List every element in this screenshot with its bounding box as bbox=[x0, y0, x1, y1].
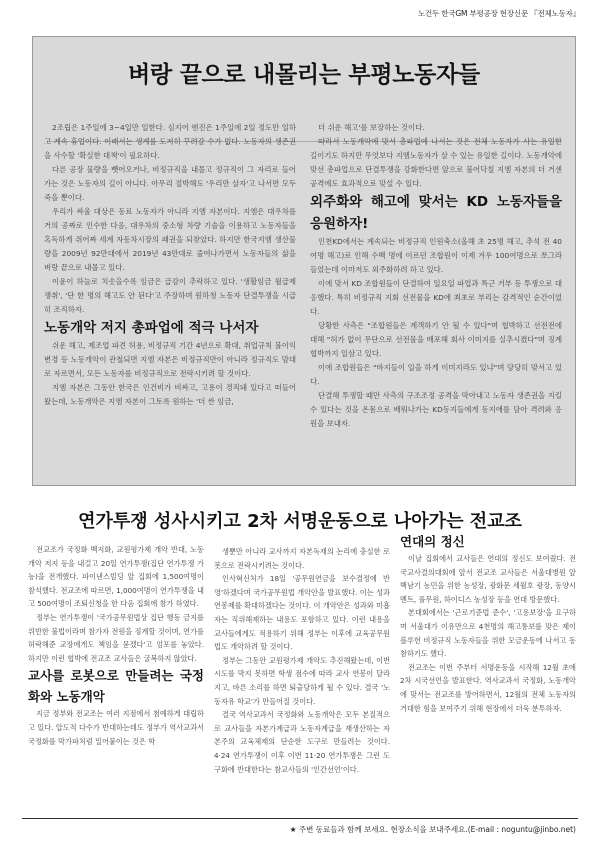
bottom-article-column-2 bbox=[214, 545, 390, 815]
masthead: 노건두 한국GM 부평공장 현장신문 『전체노동자』 bbox=[417, 9, 580, 18]
paragraph: 이에 맞서 KD 조합원들이 단결하여 일요일 파업과 특근 거부 등 투쟁으로 대응했다. 특히 비정규직 지회 선전물을 KD에 최초로 부리는 감격적인 순간이었다. bbox=[310, 279, 562, 316]
paragraph: 단결해 투쟁할 때만 사측의 구조조정 공격을 막아내고 노동자 생존권을 지킬 수 있다는 것을 온몸으로 배워나가는 KD동지들에게 동지애를 담아 격려와 응원을 보내자. bbox=[310, 391, 562, 428]
paragraph: 생뿐만 아니라 교사까지 자본독재의 논리에 충실한 로봇으로 전락시키려는 것이다. bbox=[214, 547, 390, 570]
paragraph: 이윤이 하늘로 치솟을수록 임금은 급감이 추락하고 있다. '생활임금 월급제 쟁취', '단 한 명의 해고도 안 된다'고 주장하며 원하청 노동자 단결투쟁을 시급히 조직하자. bbox=[44, 277, 296, 314]
bottom-article-title: 연가투쟁 성사시키고 2차 서명운동으로 나아가는 전교조 bbox=[78, 511, 522, 532]
top-article-title: 벼랑 끝으로 내몰리는 부평노동자들 bbox=[128, 62, 480, 88]
paragraph: 전교조는 이번 주부터 서명운동을 시작해 12월 초에 2차 시국선언을 발표한다. 역사교과서 국정화, 노동개악에 맞서는 전교조를 방어하면서, 12월의 전체 노동자의 거대한 힘을 보여주기 위해 현장에서 더욱 분투하자. bbox=[400, 662, 576, 713]
paragraph: 이날 집회에서 교사들은 연대의 정신도 보여줬다. 전국교사결의대회에 앞서 전교조 교사들은 서울대병원 앞 백남기 농민을 위한 농성장, 광화문 세월호 광장, 동양시멘트, 풀무원, 하이디스 농성장 등을 연대 방문했다. bbox=[400, 554, 576, 604]
paragraph: 전교조가 국정화 백지화, 교원평가제 개악 반대, 노동개악 저지 등을 내걸고 20일 연가투쟁(집단 연가투쟁 가능)을 전개했다. 파이낸스빌딩 앞 집회에 1,500여명이 참석했다. 전교조에 따르면, 1,000여명이 연가투쟁을 내고 500여명이 조퇴신청을 한 다음 집회에 참가 하였다. bbox=[28, 545, 204, 609]
bottom-article-column-1 bbox=[28, 543, 204, 815]
paragraph: 결국 역사교과서 국정화와 노동개악은 모두 본질적으로 교사들을 자본가계급과 노동자계급을 재생산하는 자본주의 교육체제의 단순한 도구로 만들려는 것이다. 4·24 연가투쟁이 이후 이번 11·20 연가투쟁은 그런 도구화에 반대한다는 참교사들의 '인간선언'이다. bbox=[214, 710, 390, 774]
paragraph: 2조립은 1주일에 3~4일만 일한다. 심지어 엔진은 1주일에 2일 정도만 일하고 계속 휴업이다. 이래서는 생계를 도저히 꾸려갈 수가 없다. 노동자의 생존권을 사수할 '확실한 대책'이 필요하다. bbox=[44, 123, 296, 160]
paragraph: 인사혁신처가 18일 '공무원연금을 보수결정에 반영'하겠다며 국가공무원법 개악안을 발표했다. 이는 성과연봉제를 확대하겠다는 것이다. 이 개악안은 성과와 미흡자는 직위해제하는 내용도 포함하고 있다. 이런 내용을 교사들에게도 적용하기 위해 정부는 이후에 교육공무원법도 개악하려 할 것이다. bbox=[214, 574, 390, 652]
top-article-left-column bbox=[44, 121, 296, 481]
paragraph: 이에 조합원들은 "바지들이 일을 하게 이미지라도 있냐"며 당당히 맞서고 있다. bbox=[310, 363, 562, 386]
paragraph: 본대회에서는 '근로기준법 준수', '고용보장'을 요구하며 서울대가 이유만으로 4천명의 해고통보를 맞은 제이블루헌 비정규직 노동자들을 위한 모금운동에 나서고 동참하기도 했다. bbox=[400, 608, 576, 659]
section-subheading: 연대의 정신 bbox=[400, 534, 465, 549]
section-subheading: 노동개악 저지 총파업에 적극 나서자 bbox=[44, 320, 259, 336]
section-subheading: 외주화와 해고에 맞서는 KD 노동자들을 응원하자! bbox=[310, 194, 562, 232]
section-subheading: 교사를 로봇으로 만들려는 국정화와 노동개악 bbox=[28, 668, 204, 705]
bottom-article-column-3 bbox=[400, 531, 576, 815]
paragraph: 정부는 그동안 교원평가제 개악도 추진해왔는데, 이번 시도를 막지 못하면 학생 점수에 따라 교사 연봉이 달라지고, 바른 소리를 하면 퇴출당하게 될 수 있다. 결국 '노동자유 학교'가 만들어질 것이다. bbox=[214, 655, 390, 706]
paragraph: 지금 정부와 전교조는 여러 지점에서 첨예하게 대립하고 있다. 압도적 다수가 반대하는데도 정부가 역사교과서 국정화를 막가파처럼 밀어붙이는 것은 학 bbox=[28, 709, 204, 746]
paragraph: 정부는 연가투쟁이 '국가공무원법상 집단 행동 금지를 위반한 불법이라며 참가자 전원을 징계할 것이며, 연가를 허락해준 교장에게도 책임을 묻겠다'고 엄포를 놓았다. 하지만 이런 협박에 전교조 교사들은 굴복하지 않았다. bbox=[28, 612, 204, 663]
paragraph: 쉬운 해고, 제조업 파견 허용, 비정규직 기간 4년으로 확대, 취업규칙 불이익 변경 등 노동개악이 관철되면 지엠 자본은 비정규직만이 아니라 정규직도 맘대로 자르면서, 모든 노동자를 비정규직으로 전락시키려 할 것이다. bbox=[44, 341, 296, 378]
footer-note: ★ 주변 동료들과 함께 보세요. 현장소식을 보내주세요.(E-mail : noguntu@jinbo.net) bbox=[289, 825, 576, 834]
top-article-right-column bbox=[310, 121, 562, 481]
paragraph: 다른 공장 물량을 뺏어오거나, 비정규직을 내몰고 정규직이 그 자리로 들어가는 것은 노동자의 길이 아니다. 아무리 절박해도 '우리만 살자'고 나서면 모두 죽을 뿐이다. bbox=[44, 165, 296, 202]
paragraph: 당황한 사측은 "조합원들은 계객하기 안 될 수 있다"며 협박하고 선전전에 대해 "허가 없이 무단으로 선전물을 배포해 회사 이미지를 실추시켰다"며 징계 협박까지 일삼고 있다. bbox=[310, 321, 562, 358]
paragraph: 지엠 자본은 그동안 한국은 인건비가 비싸고, 고용이 경직돼 있다고 떠들어왔는데, 노동개악은 지엠 자본이 그토록 원하는 '더 싼 임금, bbox=[44, 383, 296, 406]
paragraph: 인천KD에서는 계속되는 비정규직 인원축소(올해 초 25명 해고, 추석 전 40여명 해고)로 인해 수백 명에 이르던 조합원이 이제 겨우 100여명으로 쪼그라들었는데 이마저도 외주화하려 하고 있다. bbox=[310, 237, 562, 274]
paragraph: 더 쉬운 해고'를 보장하는 것이다. bbox=[318, 123, 425, 132]
footer-divider bbox=[22, 818, 578, 819]
paragraph: 우리가 싸울 대상은 동료 노동자가 아니라 지엠 자본이다. 지엠은 대우차를 거의 공짜로 인수한 다음, 대우차의 중소형 차량 기술을 이용하고 노동자들을 혹독하게 쥐어짜 세계 자동차시장의 패권을 되찾았다. 하지만 한국지엠 생산물량을 2009년 92만대에서 2019년 43만대로 줄여나가면서 노동자들의 삶을 벼랑 끝으로 내몰고 있다. bbox=[44, 207, 296, 272]
paragraph: 따라서 노동개악에 맞서 총파업에 나서는 것은 전체 노동자가 사는 유일한 길이기도 하지만 무엇보다 지엠노동자가 살 수 있는 유일한 길이다. 노동개악에 맞선 총파업으로 단결투쟁을 강화한다면 앞으로 불어닥칠 지엠 자본의 더 거센 공격에도 효과적으로 맞설 수 있다. bbox=[310, 137, 562, 188]
